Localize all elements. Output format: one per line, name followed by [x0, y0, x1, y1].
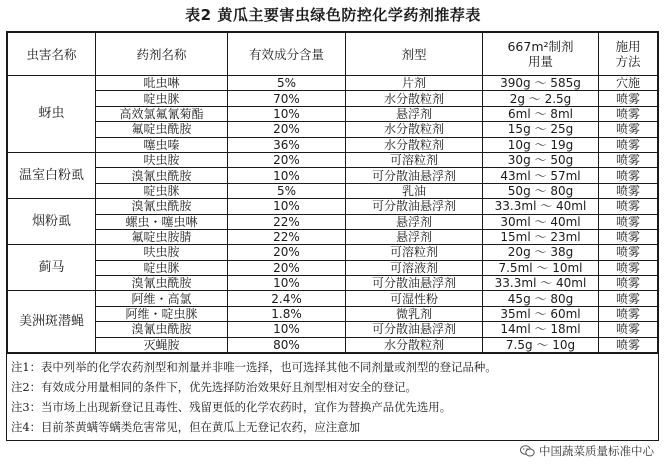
table-row: [8, 229, 658, 244]
agent-cell: 溴氰虫酰胺: [96, 322, 228, 337]
agent-cell: 高效氯氟氰菊酯: [96, 106, 228, 121]
notes-section: [7, 353, 658, 440]
content-cell: 1.8%: [228, 306, 346, 321]
dose-cell: 50g ～ 80g: [483, 183, 599, 198]
agent-cell: 啶虫脒: [96, 183, 228, 198]
dose-cell: 10g ～ 19g: [483, 137, 599, 152]
agent-cell: 阿维・高氯: [96, 291, 228, 306]
form-cell: 悬浮剂: [346, 106, 483, 121]
dose-cell: 7.5g ～ 10g: [483, 337, 599, 352]
agent-cell: 氟啶虫酰胺: [96, 122, 228, 137]
agent-cell: 氟啶虫胺腈: [96, 229, 228, 244]
form-cell: 水分散粒剂: [346, 137, 483, 152]
agent-cell: 噻虫嗪: [96, 137, 228, 152]
method-cell: 喷雾: [599, 183, 658, 198]
table-row: [8, 168, 658, 183]
header-agent: 药剂名称: [96, 33, 228, 76]
note-2: 注2：有效成分用量相同的条件下，优先选择防治效果好且剂型相对安全的登记。: [11, 380, 417, 395]
content-cell: 36%: [228, 137, 346, 152]
dose-cell: 15ml ～ 23ml: [483, 229, 599, 244]
agent-cell: 啶虫脒: [96, 260, 228, 275]
table-row: [8, 276, 658, 291]
table-row: [8, 76, 658, 91]
header-method: 施用 方法: [599, 33, 658, 76]
dose-cell: 30g ～ 50g: [483, 152, 599, 167]
pesticide-table-frame: [6, 31, 659, 441]
watermark-text: 中国蔬菜质量标准中心: [539, 444, 654, 458]
content-cell: 2.4%: [228, 291, 346, 306]
dose-cell: 2g ～ 2.5g: [483, 91, 599, 106]
table-row: [8, 91, 658, 106]
table-title: 表2 黄瓜主要害虫绿色防控化学药剂推荐表: [185, 6, 481, 24]
form-cell: 片剂: [346, 76, 483, 91]
content-cell: 10%: [228, 168, 346, 183]
table-row: [8, 260, 658, 275]
form-cell: 可湿性粉: [346, 291, 483, 306]
content-cell: 10%: [228, 106, 346, 121]
form-cell: 水分散粒剂: [346, 91, 483, 106]
agent-cell: 螺虫・噻虫啉: [96, 214, 228, 229]
agent-cell: 溴氰虫酰胺: [96, 276, 228, 291]
table-header-row: [8, 33, 658, 76]
content-cell: 10%: [228, 276, 346, 291]
wechat-icon: [520, 445, 535, 457]
form-cell: 水分散粒剂: [346, 122, 483, 137]
content-cell: 10%: [228, 199, 346, 214]
dose-cell: 6ml ～ 8ml: [483, 106, 599, 121]
method-cell: 喷雾: [599, 260, 658, 275]
method-cell: 喷雾: [599, 168, 658, 183]
form-cell: 微乳剂: [346, 306, 483, 321]
pest-name-cell: 烟粉虱: [8, 199, 96, 245]
pest-name-cell: 蓟马: [8, 245, 96, 291]
dose-cell: 33.3ml ～ 40ml: [483, 276, 599, 291]
header-content: 有效成分含量: [228, 33, 346, 76]
table-row: [8, 306, 658, 321]
method-cell: 喷雾: [599, 229, 658, 244]
content-cell: 70%: [228, 91, 346, 106]
agent-cell: 阿维・啶虫脒: [96, 306, 228, 321]
dose-cell: 30ml ～ 40ml: [483, 214, 599, 229]
agent-cell: 啶虫脒: [96, 91, 228, 106]
table-row: [8, 122, 658, 137]
dose-cell: 14ml ～ 18ml: [483, 322, 599, 337]
pest-name-cell: 美洲斑潜蝇: [8, 291, 96, 353]
note-4: 注4：目前茶黄螨等螨类危害常见，但在黄瓜上无登记农药，应注意加: [11, 420, 360, 435]
method-cell: 喷雾: [599, 91, 658, 106]
form-cell: 可溶液剂: [346, 260, 483, 275]
watermark: [518, 443, 656, 459]
method-cell: 穴施: [599, 76, 658, 91]
method-cell: 喷雾: [599, 291, 658, 306]
method-cell: 喷雾: [599, 337, 658, 352]
content-cell: 10%: [228, 322, 346, 337]
table-row: [8, 137, 658, 152]
pesticide-table: [7, 32, 658, 353]
dose-cell: 15g ～ 25g: [483, 122, 599, 137]
dose-cell: 390g ～ 585g: [483, 76, 599, 91]
header-form: 剂型: [346, 33, 483, 76]
method-cell: 喷雾: [599, 322, 658, 337]
table-row: [8, 337, 658, 352]
note-1: 注1：表中列举的化学农药剂型和剂量并非唯一选择，也可选择其他不同剂量或剂型的登记品种。: [11, 360, 497, 375]
table-row: [8, 245, 658, 260]
form-cell: 悬浮剂: [346, 229, 483, 244]
header-dose: 667m²制剂 用量: [483, 33, 599, 76]
table-row: [8, 199, 658, 214]
content-cell: 20%: [228, 245, 346, 260]
header-pest: 虫害名称: [8, 33, 96, 76]
table-row: [8, 291, 658, 306]
content-cell: 20%: [228, 260, 346, 275]
agent-cell: 溴氰虫酰胺: [96, 199, 228, 214]
dose-cell: 35ml ～ 60ml: [483, 306, 599, 321]
form-cell: 可分散油悬浮剂: [346, 276, 483, 291]
method-cell: 喷雾: [599, 199, 658, 214]
note-3: 注3：当市场上出现新登记且毒性、残留更低的化学农药时，宜作为替换产品优先选用。: [11, 400, 452, 415]
method-cell: 喷雾: [599, 245, 658, 260]
dose-cell: 43ml ～ 57ml: [483, 168, 599, 183]
agent-cell: 灭蝇胺: [96, 337, 228, 352]
form-cell: 乳油: [346, 183, 483, 198]
form-cell: 可溶粒剂: [346, 245, 483, 260]
table-row: [8, 152, 658, 167]
pest-name-cell: 蚜虫: [8, 76, 96, 153]
dose-cell: 20g ～ 38g: [483, 245, 599, 260]
agent-cell: 溴氰虫酰胺: [96, 168, 228, 183]
content-cell: 22%: [228, 229, 346, 244]
form-cell: 可分散油悬浮剂: [346, 199, 483, 214]
form-cell: 可溶粒剂: [346, 152, 483, 167]
form-cell: 可分散油悬浮剂: [346, 168, 483, 183]
table-body: [8, 76, 658, 353]
content-cell: 22%: [228, 214, 346, 229]
content-cell: 20%: [228, 122, 346, 137]
method-cell: 喷雾: [599, 276, 658, 291]
dose-cell: 7.5ml ～ 10ml: [483, 260, 599, 275]
table-row: [8, 183, 658, 198]
content-cell: 5%: [228, 183, 346, 198]
method-cell: 喷雾: [599, 137, 658, 152]
agent-cell: 吡虫啉: [96, 76, 228, 91]
agent-cell: 呋虫胺: [96, 245, 228, 260]
table-row: [8, 322, 658, 337]
form-cell: 悬浮剂: [346, 214, 483, 229]
form-cell: 水分散粒剂: [346, 337, 483, 352]
content-cell: 20%: [228, 152, 346, 167]
method-cell: 喷雾: [599, 122, 658, 137]
agent-cell: 呋虫胺: [96, 152, 228, 167]
pest-name-cell: 温室白粉虱: [8, 152, 96, 198]
table-row: [8, 106, 658, 121]
method-cell: 喷雾: [599, 214, 658, 229]
form-cell: 可分散油悬浮剂: [346, 322, 483, 337]
table-row: [8, 214, 658, 229]
method-cell: 喷雾: [599, 152, 658, 167]
dose-cell: 45g ～ 80g: [483, 291, 599, 306]
method-cell: 喷雾: [599, 306, 658, 321]
content-cell: 80%: [228, 337, 346, 352]
content-cell: 5%: [228, 76, 346, 91]
dose-cell: 33.3ml ～ 40ml: [483, 199, 599, 214]
method-cell: 喷雾: [599, 106, 658, 121]
